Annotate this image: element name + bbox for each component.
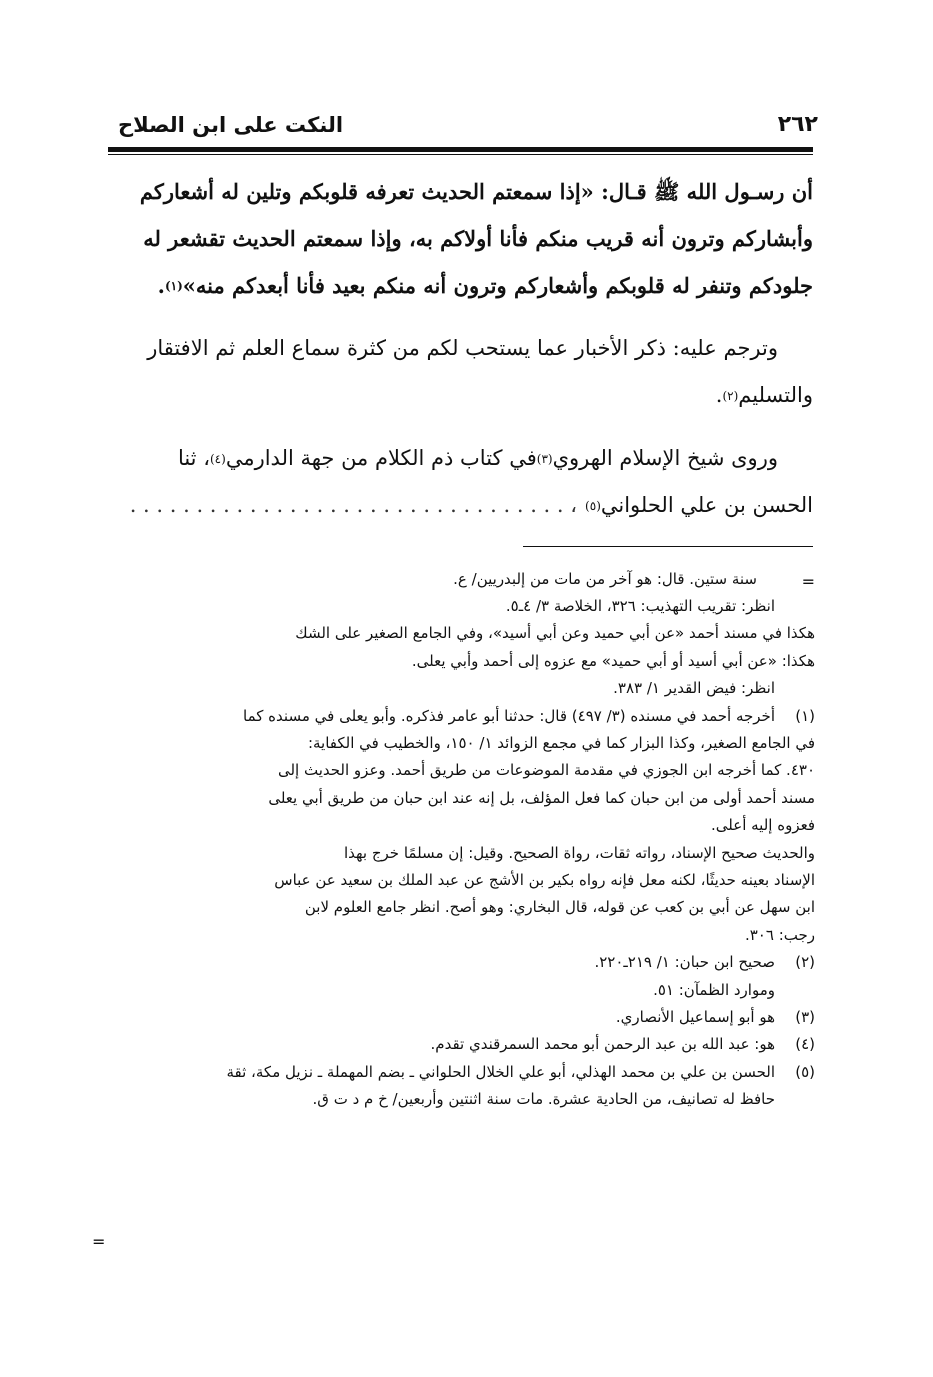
footnote-line: رجب: ٣٠٦. bbox=[744, 925, 815, 944]
footnote-line bbox=[110, 702, 815, 729]
body-text-run: جلودكم وتنفر له قلوبكم وأشعاركم وترون أنه منكم بعيد فأنا أبعدكم منه» bbox=[182, 273, 813, 298]
continuation-mark-end: = bbox=[92, 1232, 106, 1251]
footnotes bbox=[110, 565, 815, 1113]
body-line: أن رسـول الله ﷺ قـال: «إذا سمعتم الحديث تعرفه قلوبكم وتلين له أشعاركم bbox=[139, 179, 813, 204]
footnote-line bbox=[110, 1031, 815, 1058]
footnote-line: الإسناد بعينه حديثًا، لكنه معل فإنه رواه بكير بن الأشج عن عبد الملك بن سعيد عن عباس bbox=[274, 870, 815, 889]
footnote-line: ابن سهل عن أبي بن كعب عن قوله، قال البخاري: وهو أصح. انظر جامع العلوم لابن bbox=[304, 898, 815, 917]
footnote-line: فعزوه إليه أعلى. bbox=[711, 816, 815, 835]
body-text-run: في كتاب ذم الكلام من جهة الدارمي bbox=[225, 446, 537, 470]
body-line: والتسليم (٢) . bbox=[715, 383, 813, 407]
footnote-number: (١) bbox=[795, 706, 815, 725]
footnote-line: وموارد الظمآن: ٥١. bbox=[653, 980, 775, 999]
footnote-text: أخرجه أحمد في مسنده (٣/ ٤٩٧) قال: حدثنا أبو عامر فذكره. وأبو يعلى في مسنده كما bbox=[243, 706, 775, 725]
body-text-run: وروى شيخ الإسلام الهروي bbox=[552, 446, 778, 470]
footnote-line: انظر: فيض القدير ١/ ٣٨٣. bbox=[613, 679, 775, 698]
body-text-run: . bbox=[157, 273, 165, 298]
footnote-line: مسند أحمد أولى من ابن حبان كما فعل المؤلف، بل إنه عند ابن حبان من طريق أبي يعلى bbox=[268, 788, 815, 807]
footnote-line: انظر: تقريب التهذيب: ٣٢٦، الخلاصة ٣/ ٤ـ٥. bbox=[505, 597, 775, 616]
body-line: وأبشاركم وترون أنه قريب منكم فأنا أولاكم به، وإذا سمعتم الحديث تقشعر له bbox=[143, 226, 813, 251]
page-number: ٢٦٢ bbox=[777, 112, 818, 137]
main-text bbox=[108, 168, 813, 529]
footnote-number: (٥) bbox=[795, 1062, 815, 1081]
footnote-line: هكذا: «عن أبي أسيد أو أبي حميد» مع عزوه إلى أحمد وأبي يعلى. bbox=[411, 651, 815, 670]
footnote-number: (٣) bbox=[795, 1007, 815, 1026]
body-text-run: الحسن بن علي الحلواني bbox=[600, 493, 813, 517]
footnote-line bbox=[110, 948, 815, 975]
footnote-text: صحيح ابن حبان: ١/ ٢١٩ـ٢٢٠. bbox=[594, 953, 775, 972]
body-text-run: . bbox=[715, 383, 723, 407]
footnote-line: هكذا في مسند أحمد «عن أبي حميد وعن أبي أسيد»، وفي الجامع الصغير على الشك bbox=[295, 624, 815, 643]
body-line: وترجم عليه: ذكر الأخبار عما يستحب لكم من كثرة سماع العلم ثم الافتقار bbox=[147, 336, 778, 360]
footnote-line bbox=[110, 1003, 815, 1030]
footnote-line: ٤٣٠. كما أخرجه ابن الجوزي في مقدمة الموضوعات من طريق أحمد. وعزو الحديث إلى bbox=[277, 761, 815, 780]
footnote-text: هو أبو إسماعيل الأنصاري. bbox=[615, 1007, 775, 1026]
footnote-line bbox=[110, 1058, 815, 1085]
footnote-line: حافظ له تصانيف، من الحادية عشرة. مات سنة اثنتين وأربعين/ خ م د ت ق. bbox=[312, 1090, 775, 1109]
footnote-number: (٤) bbox=[795, 1035, 815, 1054]
body-text-run: ، ثنا bbox=[177, 446, 210, 470]
running-title: النكت على ابن الصلاح bbox=[118, 113, 344, 137]
body-text-run: والتسليم bbox=[738, 383, 813, 407]
header-rule bbox=[108, 147, 813, 155]
body-line: جلودكم وتنفر له قلوبكم وأشعاركم وترون أنه منكم بعيد فأنا أبعدكم منه» (١) . bbox=[157, 273, 813, 298]
footnote-line: في الجامع الصغير، وكذا البزار كما في مجمع الزوائد ١/ ١٥٠، والخطيب في الكفاية: bbox=[307, 734, 815, 753]
continuation-mark: = bbox=[801, 572, 815, 591]
footnote-text: هو: عبد الله بن عبد الرحمن أبو محمد السمرقندي تقدم. bbox=[430, 1035, 775, 1054]
footnote-text: الحسن بن علي بن محمد الهذلي، أبو علي الخلال الحلواني ـ بضم المهملة ـ نزيل مكة، ثقة bbox=[226, 1062, 775, 1081]
footnote-number: (٢) bbox=[795, 953, 815, 972]
footnote-line: سنة ستين. قال: هو آخر من مات من إلبدريين/ ع. bbox=[453, 569, 757, 588]
body-line: وروى شيخ الإسلام الهروي (٣) في كتاب ذم الكلام من جهة الدارمي (٤) ، ثنا bbox=[177, 446, 778, 470]
dotted-leader: ، . . . . . . . . . . . . . . . . . . . . . . . . . . . . . . . . . bbox=[129, 495, 578, 516]
body-line: الحسن بن علي الحلواني (٥) ، . . . . . . . . . . . . . . . . . . . . . . . . . . . . . . . . . bbox=[108, 482, 813, 529]
footnote-line: والحديث صحيح الإسناد، رواته ثقات، رواة الصحيح. وقيل: إن مسلمًا خرج بهذا bbox=[343, 843, 815, 862]
footnote-separator bbox=[523, 546, 813, 547]
